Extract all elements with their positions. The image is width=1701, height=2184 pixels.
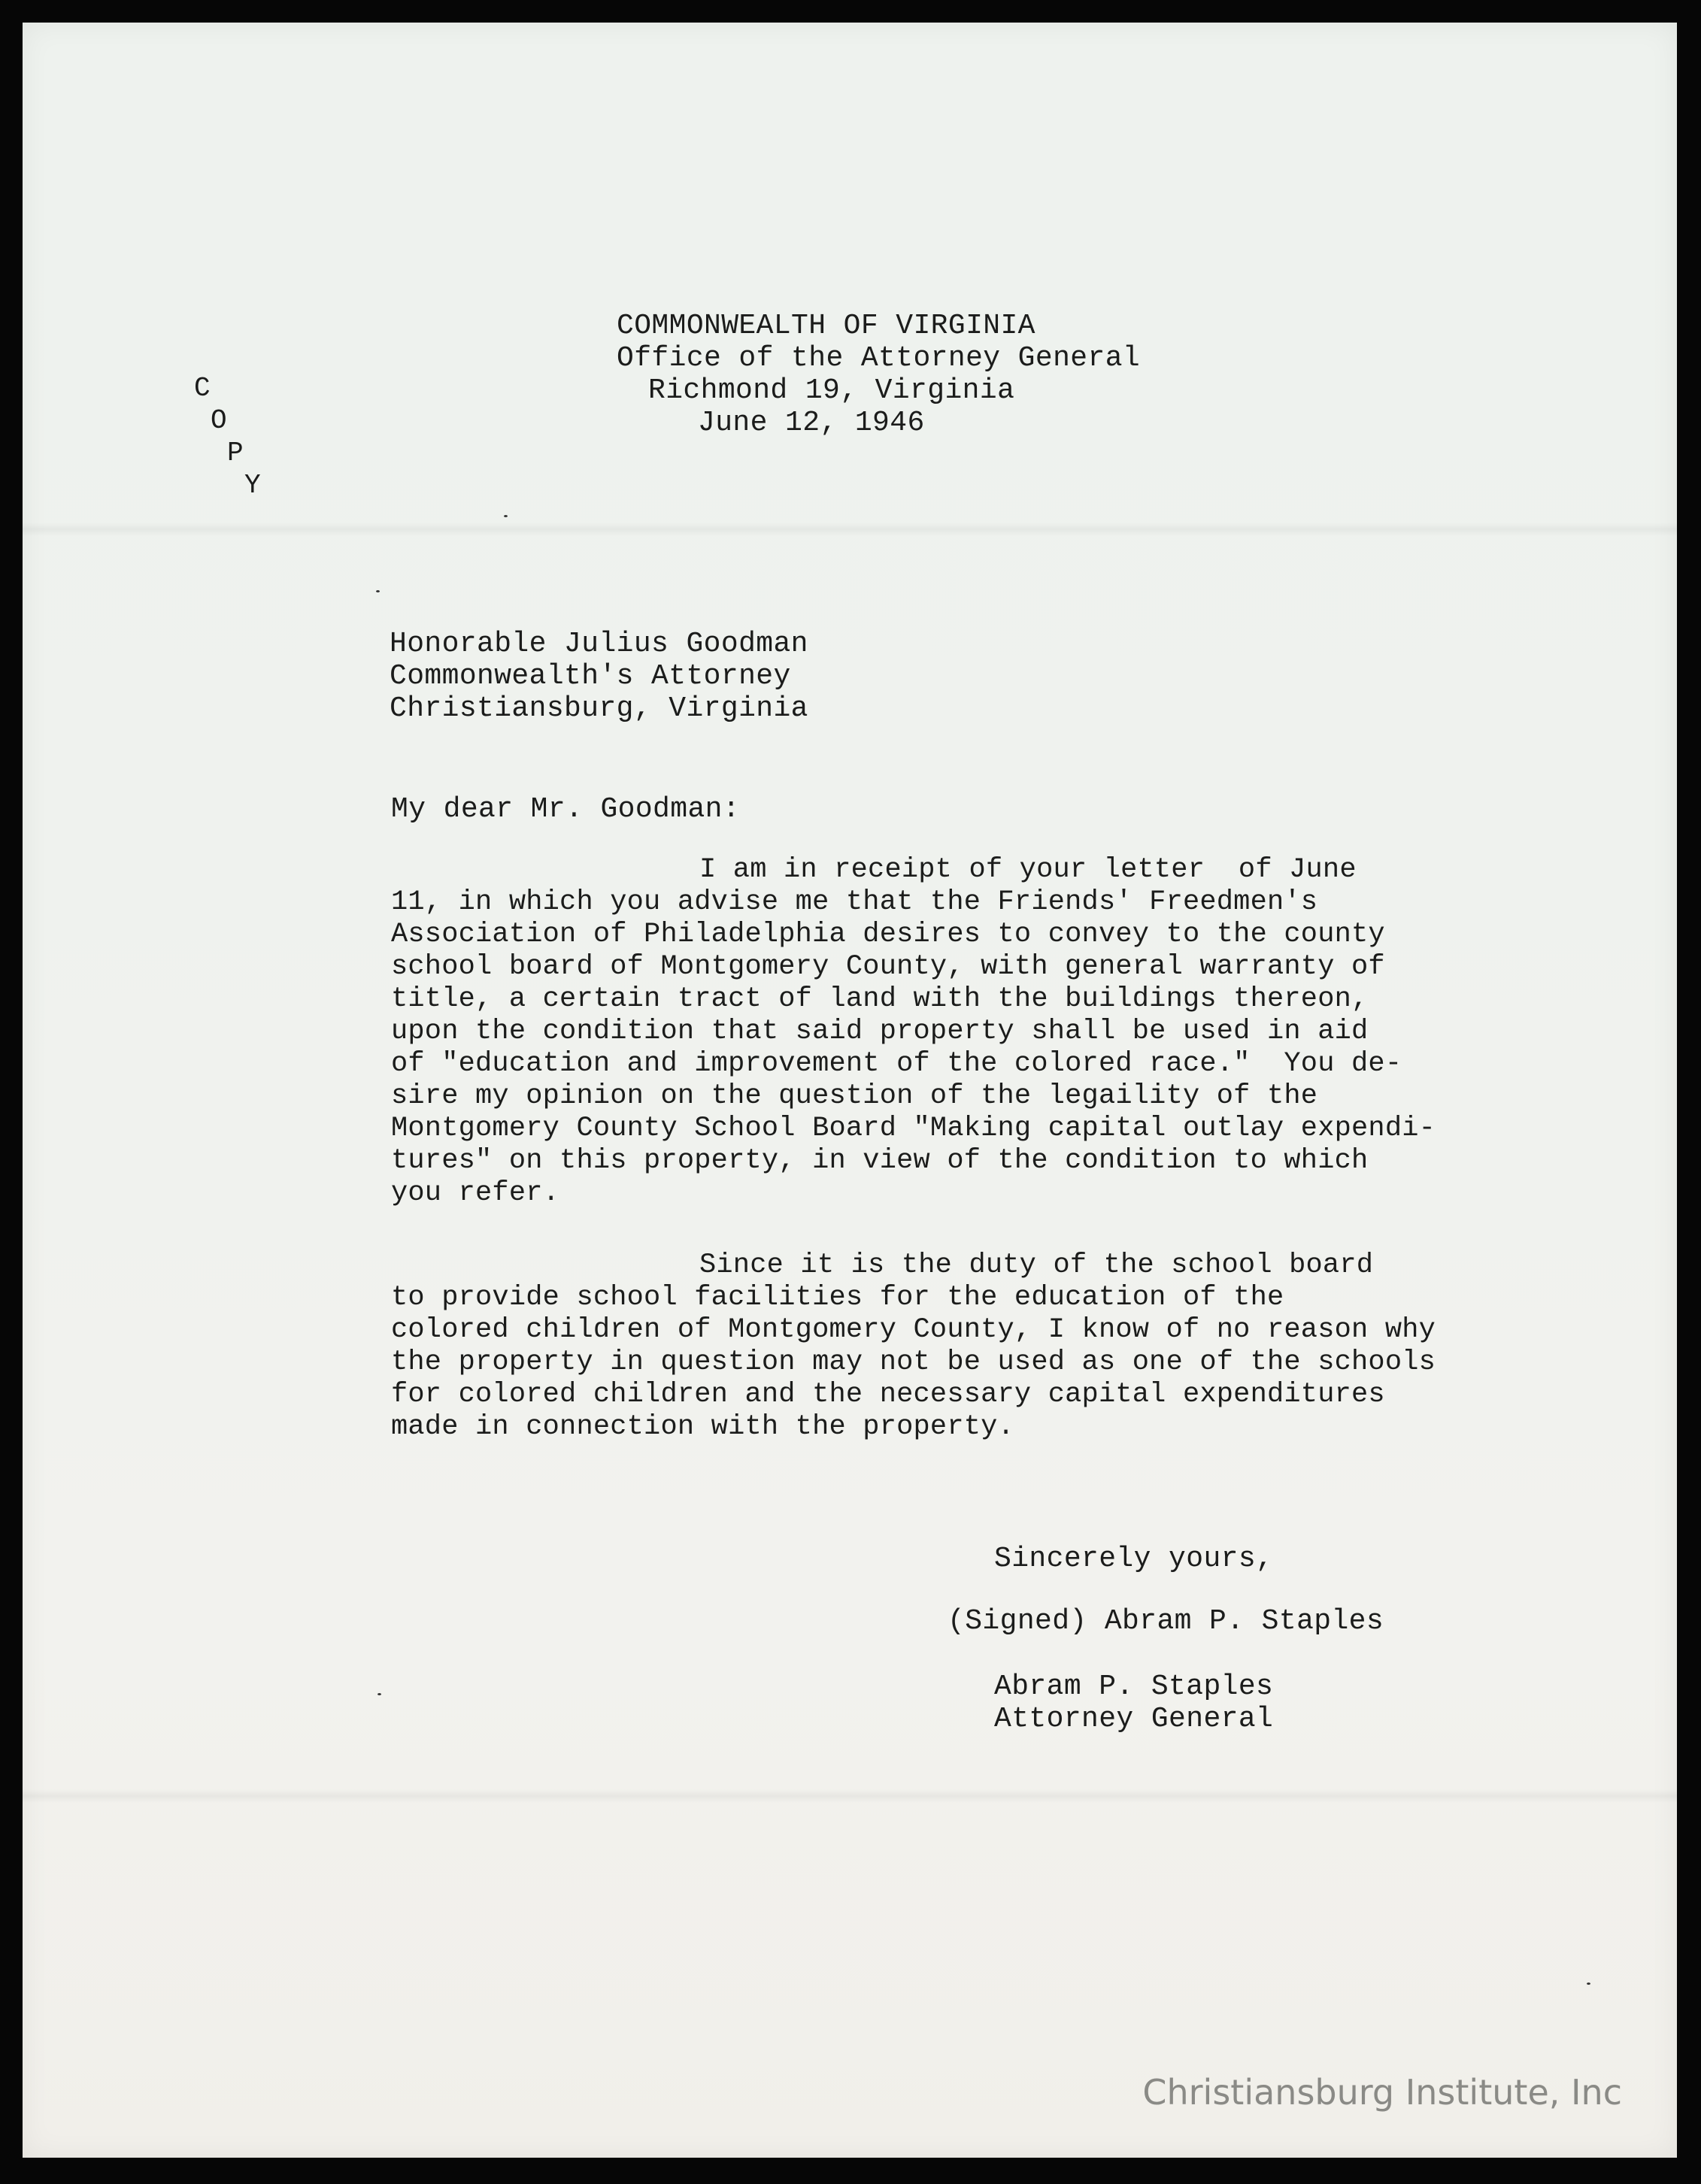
- signed-line: (Signed) Abram P. Staples: [948, 1605, 1384, 1637]
- copy-mark-y: Y: [244, 470, 261, 501]
- paragraph-line: Association of Philadelphia desires to convey to the county: [391, 919, 1385, 950]
- paper-speck: [504, 515, 508, 517]
- paragraph-line: for colored children and the necessary capital expenditures: [391, 1379, 1385, 1410]
- signatory-title: Attorney General: [994, 1703, 1274, 1735]
- letter-page: [23, 23, 1677, 2158]
- paragraph-1: [391, 854, 1436, 1210]
- complimentary-close: Sincerely yours,: [994, 1543, 1274, 1575]
- copy-mark-o: O: [211, 405, 227, 436]
- recipient-location: Christiansburg, Virginia: [390, 692, 808, 725]
- paragraph-line: you refer.: [391, 1177, 560, 1209]
- recipient-name: Honorable Julius Goodman: [390, 628, 808, 660]
- letterhead-city: Richmond 19, Virginia: [648, 374, 1015, 407]
- paragraph-line: title, a certain tract of land with the buildings thereon,: [391, 983, 1369, 1015]
- letterhead-office: Office of the Attorney General: [617, 342, 1141, 374]
- paragraph-line: to provide school facilities for the education of the: [391, 1282, 1284, 1313]
- paragraph-line: Since it is the duty of the school board: [699, 1250, 1374, 1281]
- paper-speck: [376, 590, 380, 592]
- paper-speck: [1587, 1983, 1590, 1985]
- paragraph-line: school board of Montgomery County, with general warranty of: [391, 951, 1385, 983]
- signatory-name: Abram P. Staples: [994, 1671, 1274, 1703]
- letter-date: June 12, 1946: [698, 407, 925, 439]
- recipient-title: Commonwealth's Attorney: [390, 660, 791, 692]
- paragraph-line: upon the condition that said property shall be used in aid: [391, 1016, 1369, 1047]
- paragraph-line: colored children of Montgomery County, I know of no reason why: [391, 1314, 1436, 1346]
- paragraph-line: tures" on this property, in view of the condition to which: [391, 1145, 1369, 1177]
- paragraph-line: made in connection with the property.: [391, 1411, 1014, 1443]
- paragraph-line: sire my opinion on the question of the legaility of the: [391, 1080, 1318, 1112]
- paper-speck: [377, 1693, 381, 1695]
- salutation: My dear Mr. Goodman:: [391, 793, 741, 825]
- paragraph-line: the property in question may not be used as one of the schools: [391, 1346, 1436, 1378]
- copy-mark-p: P: [227, 438, 244, 468]
- watermark-credit: Christiansburg Institute, Inc: [1142, 2072, 1622, 2113]
- paper-fold: [23, 1789, 1677, 1803]
- paragraph-2: [391, 1250, 1436, 1443]
- copy-mark-c: C: [194, 373, 211, 404]
- paragraph-line: of "education and improvement of the colored race." You de-: [391, 1048, 1402, 1080]
- paragraph-line: 11, in which you advise me that the Friends' Freedmen's: [391, 886, 1318, 918]
- paragraph-line: Montgomery County School Board "Making capital outlay expendi-: [391, 1113, 1436, 1144]
- paper-fold: [23, 523, 1677, 536]
- letterhead-commonwealth: COMMONWEALTH OF VIRGINIA: [617, 310, 1035, 342]
- paragraph-line: I am in receipt of your letter of June: [699, 854, 1357, 886]
